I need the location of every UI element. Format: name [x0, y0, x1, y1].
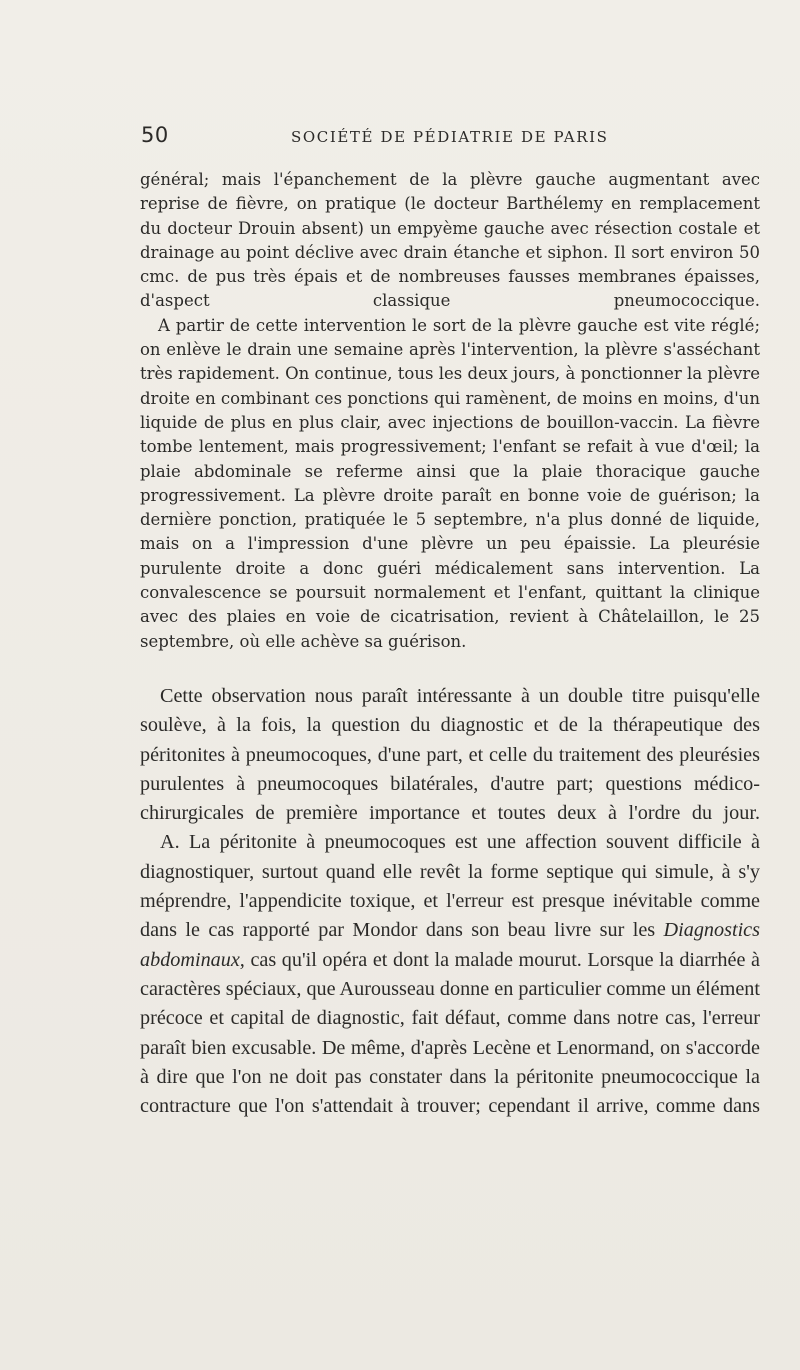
page-header [141, 123, 761, 153]
paragraph-section-a [140, 828, 760, 1121]
paragraph-case-outcome: A partir de cette intervention le sort de la plèvre gauche est vite réglé; on enlève le drain une semaine après l'intervention, la plèvre s'asséchant très rapidement. On continue, tous les deux jours, à ponctionner la plèvre droite en combinant ces ponctions qui ramènent, de moins en moins, d'un liquide de plus en plus clair, avec injections de bouillon-vaccin. La fièvre tombe lentement, mais progressivement; l'enfant se refait à vue d'œil; la plaie abdominale se referme ainsi que la plaie thoracique gauche progressivement. La plèvre droite paraît en bonne voie de guérison; la dernière ponction, pratiquée le 5 septembre, n'a plus donné de liquide, mais on a l'impression d'une plèvre un peu épaissie. La pleurésie purulente droite a donc guéri médicalement sans intervention. La convalescence se poursuit normalement et l'enfant, quittant la clinique avec des plaies en voie de cicatrisation, revient à Châtelaillon, le 25 septembre, où elle achève sa guérison. [140, 315, 761, 651]
book-title-italic: Diagnostics abdominaux, [140, 919, 760, 971]
page-number: 50 [141, 123, 169, 147]
section-a-text-start: A. La péritonite à pneumocoques est une affection souvent difficile à diagnostiquer, surtout quand elle revêt la forme septique qui simule, à s'y méprendre, l'appendicite toxique, et l'erreur est presque inévitable comme dans le cas rapporté par Mondor dans son beau livre sur les [140, 831, 760, 942]
section-a-text-end: cas qu'il opéra et dont la malade mourut. Lorsque la diarrhée à caractères spéciaux, que Aurousseau donne en particulier comme un élément précoce et capital de diagnostic, fait défaut, comme dans notre cas, l'erreur paraît bien excusable. De même, d'après Lecène et Lenormand, on s'accorde à dire que l'on ne doit pas constater dans la péritonite pneumococcique la contracture que l'on s'attendait à trouver; cependant il arrive, comme dans [140, 948, 760, 1118]
running-head: SOCIÉTÉ DE PÉDIATRIE DE PARIS [291, 128, 609, 146]
discussion-text [140, 682, 760, 1121]
paragraph-case-continuation: général; mais l'épanchement de la plèvre gauche augmentant avec reprise de fièvre, on pratique (le docteur Barthélemy en remplacement du docteur Drouin absent) un empyème gauche avec résection costale et drainage au point déclive avec drain étanche et siphon. Il sort environ 50 cmc. de pus très épais et de nombreuses fausses membranes épaisses, d'aspect classique pneumococcique. [140, 170, 760, 311]
case-observation-text [140, 168, 760, 654]
paragraph-discussion-intro: Cette observation nous paraît intéressante à un double titre puisqu'elle soulève, à la fois, la question du diagnostic et de la thérapeutique des péritonites à pneumocoques, d'une part, et celle du traitement des pleurésies purulentes à pneumocoques bilatérales, d'autre part; questions médico-chirurgicales de première importance et toutes deux à l'ordre du jour. [140, 685, 760, 825]
